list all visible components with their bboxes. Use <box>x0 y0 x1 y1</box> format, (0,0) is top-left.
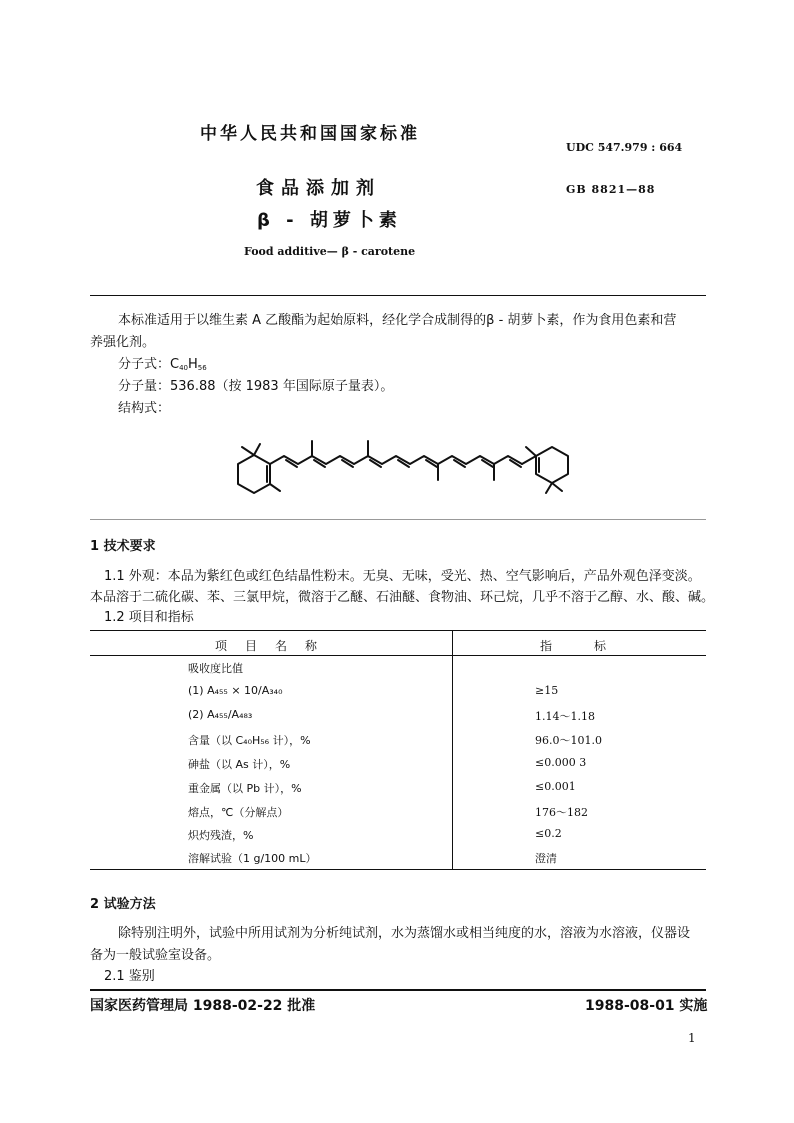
identification-heading: 2.1 鉴别 <box>104 969 155 984</box>
formula-h: H <box>188 357 198 372</box>
table-row <box>90 800 706 824</box>
gb-number: GB 8821—88 <box>566 183 656 196</box>
section1-heading: 1 技术要求 <box>90 539 156 554</box>
footer-divider <box>90 989 706 991</box>
table-cell-value: ≤0.000 3 <box>535 756 587 769</box>
table-cell-item: (2) A₄₅₅/A₄₈₃ <box>188 708 253 721</box>
table-cell-value: 澄清 <box>535 852 557 865</box>
items-indicators-heading: 1.2 项目和指标 <box>104 610 194 625</box>
table-row <box>90 823 706 847</box>
english-title: Food additive— β - carotene <box>244 245 416 258</box>
formula-c-sub: 40 <box>179 364 189 372</box>
document-title: 食品添加剂 <box>256 178 381 199</box>
molecular-weight: 分子量：536.88（按 1983 年国际原子量表）。 <box>118 379 394 394</box>
page-number: 1 <box>688 1031 696 1045</box>
table-top-rule <box>90 630 706 631</box>
table-cell-item: 重金属（以 Pb 计），% <box>188 782 302 795</box>
document-subtitle: β - 胡萝卜素 <box>257 210 402 231</box>
section2-heading: 2 试验方法 <box>90 897 156 912</box>
appearance-line2: 本品溶于二硫化碳、苯、三氯甲烷，微溶于乙醚、石油醚、食物油、环己烷，几乎不溶于乙醇、水、酸、碱。 <box>90 590 715 605</box>
scope-text-line2: 养强化剂。 <box>90 335 156 350</box>
table-row <box>90 752 706 776</box>
table-cell-value: ≥15 <box>535 684 559 697</box>
structure-label: 结构式： <box>118 401 171 416</box>
test-methods-line1: 除特别注明外，试验中所用试剂为分析纯试剂，水为蒸馏水或相当纯度的水，溶液为水溶液，仪器设 <box>118 926 691 941</box>
effective-date: 1988-08-01 实施 <box>585 998 708 1014</box>
appearance-line1: 1.1 外观：本品为紫红色或红色结晶性粉末。无臭、无味，受光、热、空气影响后，产品外观色泽变淡。 <box>104 569 701 584</box>
table-cell-item: (1) A₄₅₅ × 10/A₃₄₀ <box>188 684 283 697</box>
table-cell-value: 1.14～1.18 <box>535 710 595 723</box>
header-divider <box>90 295 706 296</box>
scope-text-line1: 本标准适用于以维生素 A 乙酸酯为起始原料，经化学合成制得的β - 胡萝卜素，作为食用色素和营 <box>118 313 677 328</box>
formula-h-sub: 56 <box>197 364 207 372</box>
table-row <box>90 680 706 704</box>
table-cell-item: 吸收度比值 <box>188 662 243 675</box>
table-header-indicator: 指标 <box>540 639 649 653</box>
table-cell-item: 炽灼残渣，% <box>188 829 254 842</box>
table-row <box>90 728 706 752</box>
table-row <box>90 656 706 680</box>
table-cell-item: 熔点，℃（分解点） <box>188 806 289 819</box>
beta-carotene-structure-diagram <box>220 425 580 515</box>
table-cell-value: ≤0.001 <box>535 780 576 793</box>
formula-c: C <box>170 357 180 372</box>
table-row <box>90 776 706 800</box>
table-cell-value: ≤0.2 <box>535 827 562 840</box>
approval-line: 国家医药管理局 1988-02-22 批准 <box>90 998 316 1014</box>
udc-number: UDC 547.979 : 664 <box>566 141 683 154</box>
table-cell-value: 176～182 <box>535 806 588 819</box>
table-cell-value: 96.0～101.0 <box>535 734 602 747</box>
org-title: 中华人民共和国国家标准 <box>200 124 420 144</box>
table-row <box>90 704 706 728</box>
table-cell-item: 含量（以 C₄₀H₅₆ 计），% <box>188 734 311 747</box>
table-row <box>90 846 706 870</box>
table-cell-item: 溶解试验（1 g/100 mL） <box>188 852 317 865</box>
table-header-item: 项目名称 <box>215 639 336 653</box>
section-divider <box>90 519 706 520</box>
test-methods-line2: 备为一般试验室设备。 <box>90 948 221 963</box>
formula-label: 分子式： <box>118 357 171 372</box>
table-cell-item: 砷盐（以 As 计），% <box>188 758 291 771</box>
